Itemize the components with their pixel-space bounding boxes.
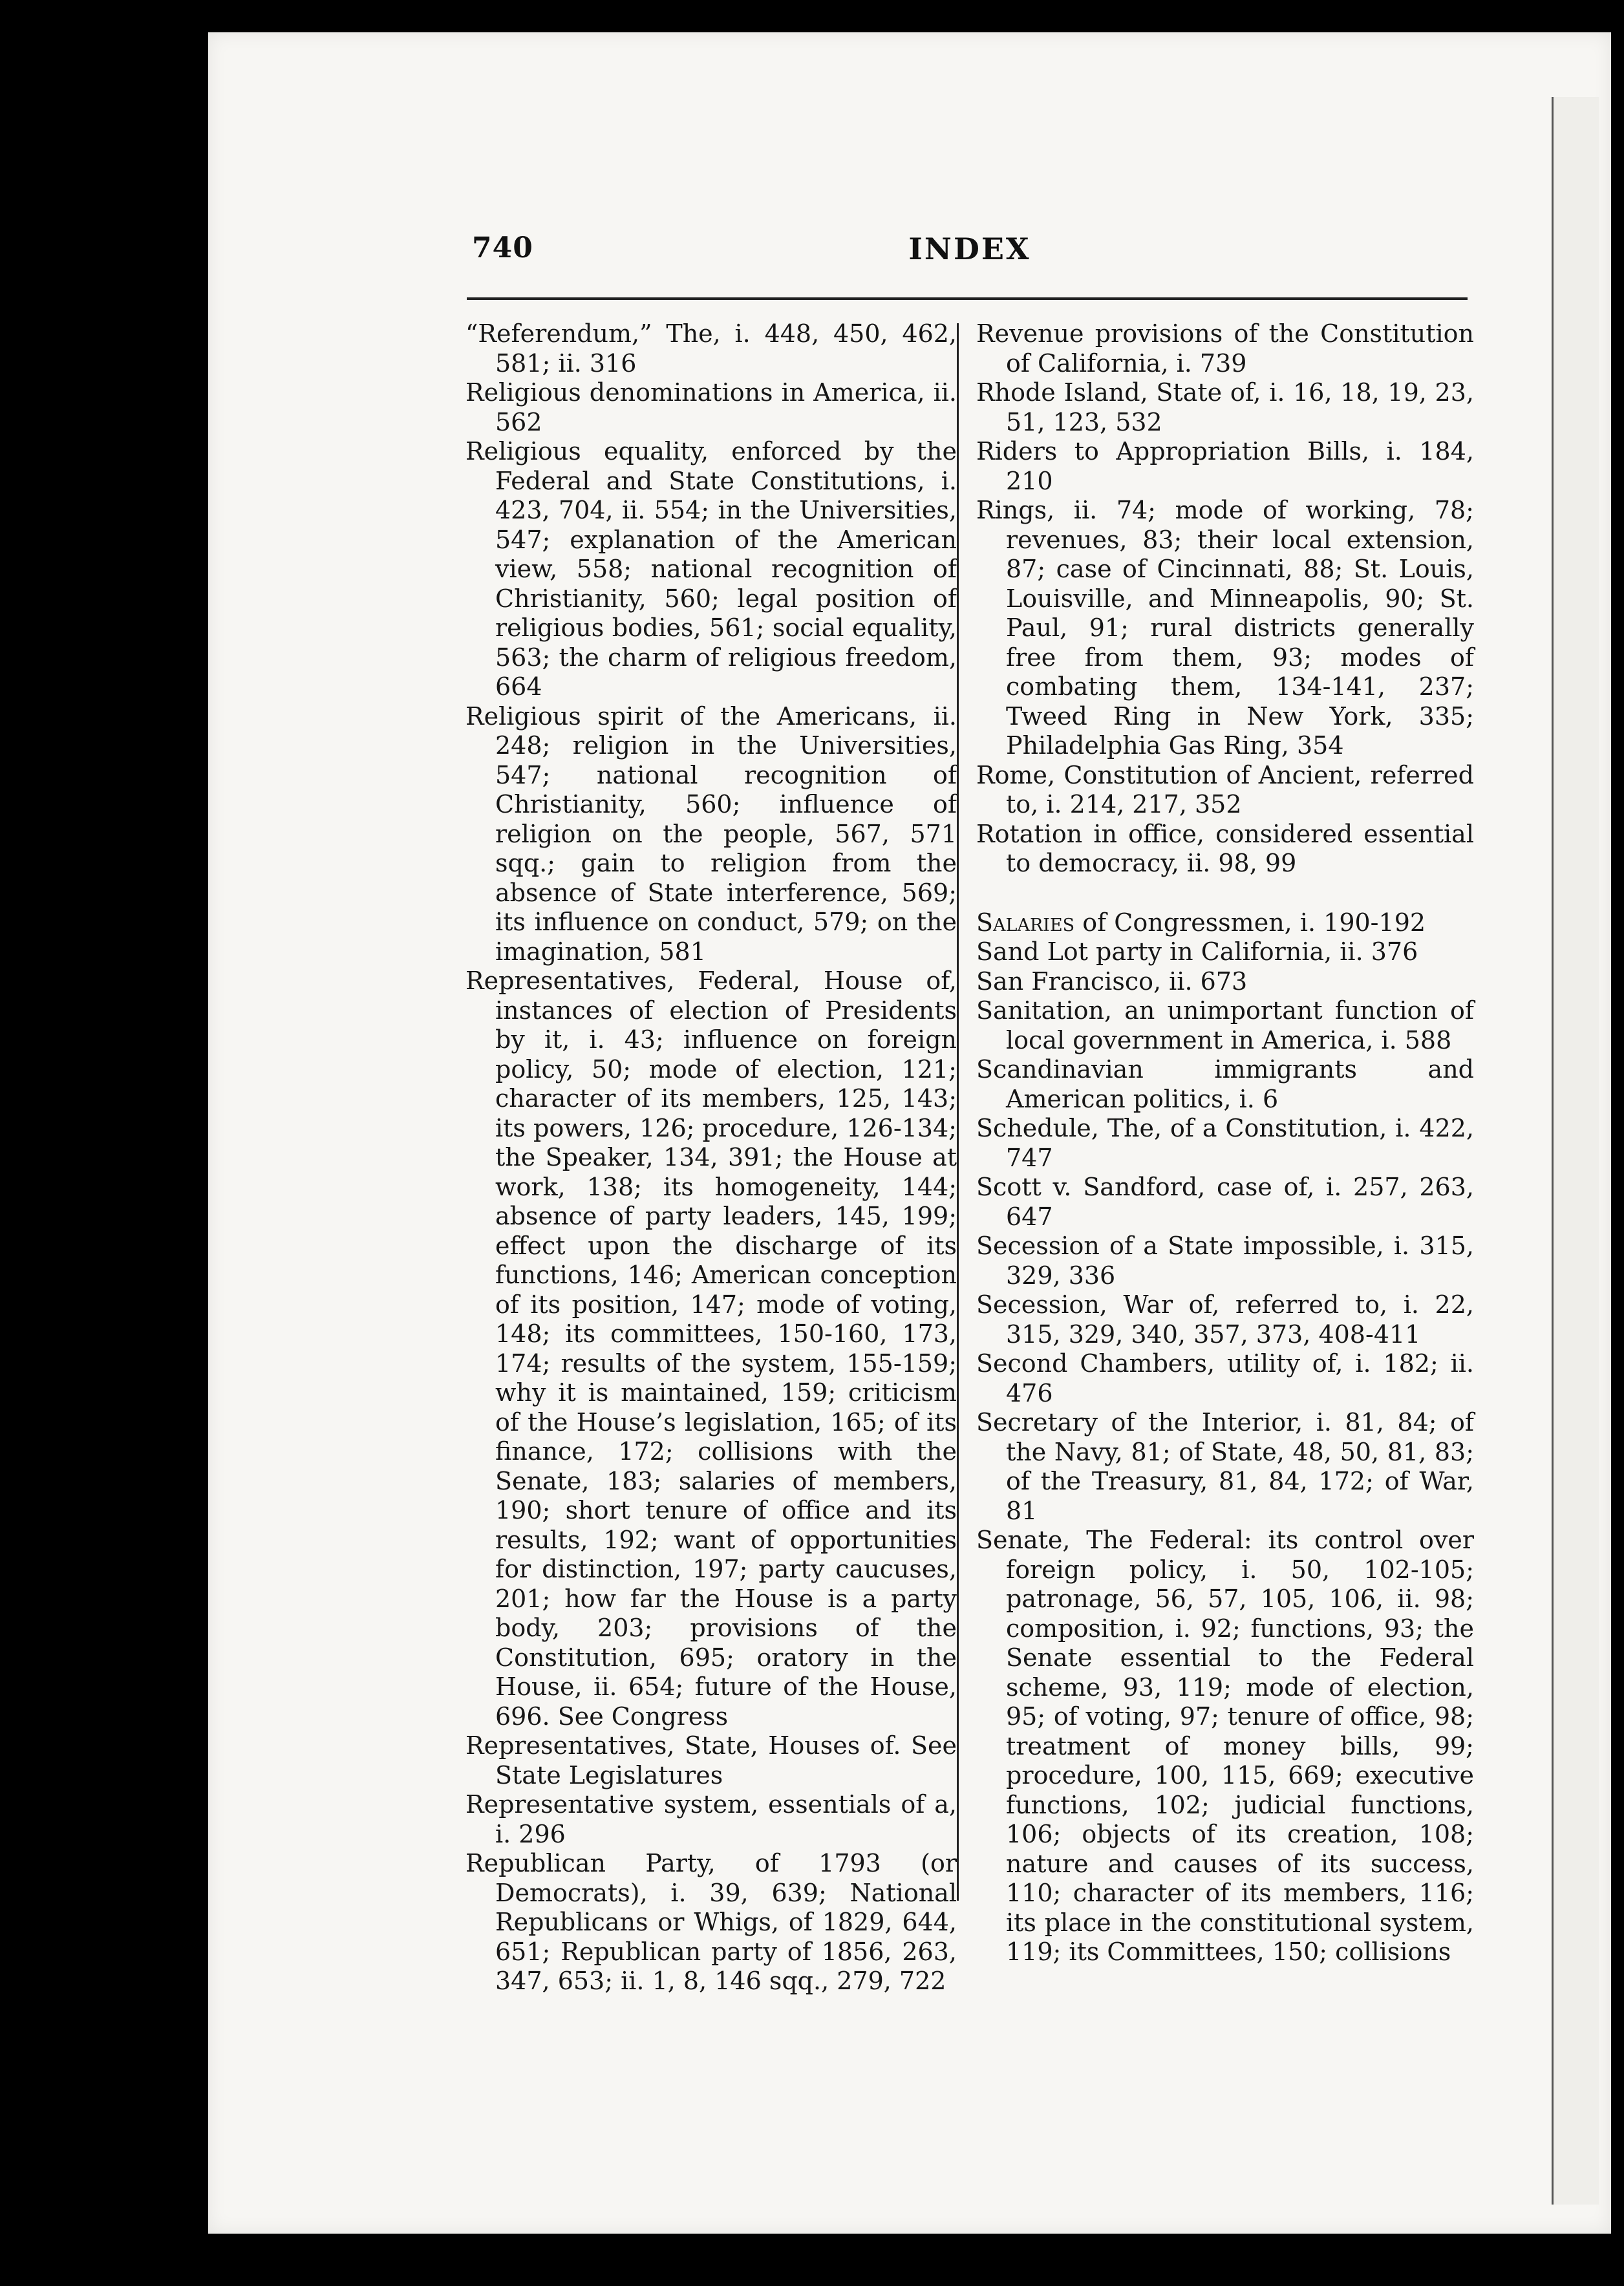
- index-entry: Rome, Constitution of Ancient, referred to, i. 214, 217, 352: [976, 760, 1474, 818]
- index-entry-text: of Congressmen, i. 190-192: [1074, 908, 1426, 937]
- index-entry: Representative system, essentials of a, i. 296: [465, 1790, 957, 1848]
- column-divider: [957, 323, 959, 1901]
- index-column-right: [976, 319, 1474, 1967]
- index-entry: Secession, War of, referred to, i. 22, 315, 329, 340, 357, 373, 408-411: [976, 1290, 1474, 1349]
- index-entry: Religious equality, enforced by the Federal and State Constitutions, i. 423, 704, ii. 554; in the Universities, 547; explanation of the American view, 558; national recognition of Christianity, 560; legal position of religious bodies, 561; social equality, 563; the charm of religious freedom, 664: [465, 437, 957, 701]
- page-edge: [1552, 97, 1599, 2205]
- page-header: [472, 231, 1468, 283]
- index-entry: Riders to Appropriation Bills, i. 184, 210: [976, 437, 1474, 495]
- index-entry: Rings, ii. 74; mode of working, 78; revenues, 83; their local extension, 87; case of Cincinnati, 88; St. Louis, Louisville, and Minneapolis, 90; St. Paul, 91; rural districts generally free from them, 93; modes of combating them, 134-141, 237; Tweed Ring in New York, 335; Philadelphia Gas Ring, 354: [976, 496, 1474, 760]
- index-entry: Secession of a State impossible, i. 315, 329, 336: [976, 1232, 1474, 1290]
- section-headword: Salaries: [976, 908, 1075, 937]
- index-entry: Sand Lot party in California, ii. 376: [976, 937, 1418, 966]
- index-entry: Senate, The Federal: its control over foreign policy, i. 50, 102-105; patronage, 56, 57, 105, 106, ii. 98; composition, i. 92; functions, 93; the Senate essential to the Federal scheme, 93, 119; mode of election, 95; of voting, 97; tenure of office, 98; treatment of money bills, 99; procedure, 100, 115, 669; executive functions, 102; judicial functions, 106; objects of its creation, 108; nature and causes of its success, 110; character of its members, 116; its place in the constitutional system, 119; its Committees, 150; collisions: [976, 1526, 1474, 1966]
- index-entry: Republican Party, of 1793 (or Democrats), i. 39, 639; National Republicans or Whigs, of 1829, 644, 651; Republican party of 1856, 263, 347, 653; ii. 1, 8, 146 sqq., 279, 722: [465, 1849, 957, 1995]
- index-entry: Scandinavian immigrants and American politics, i. 6: [976, 1055, 1474, 1113]
- index-entry: Representatives, Federal, House of, instances of election of Presidents by it, i. 43; influence on foreign policy, 50; mode of election, 121; character of its members, 125, 143; its powers, 126; procedure, 126-134; the Speaker, 134, 391; the House at work, 138; its homogeneity, 144; absence of party leaders, 145, 199; effect upon the discharge of its functions, 146; American conception of its position, 147; mode of voting, 148; its committees, 150-160, 173, 174; results of the system, 155-159; why it is maintained, 159; criticism of the House’s legislation, 165; of its finance, 172; collisions with the Senate, 183; salaries of members, 190; short tenure of office and its results, 192; want of opportunities for distinction, 197; party caucuses, 201; how far the House is a party body, 203; provisions of the Constitution, 695; oratory in the House, ii. 654; future of the House, 696. See Congress: [465, 967, 957, 1731]
- index-entry: Rhode Island, State of, i. 16, 18, 19, 23, 51, 123, 532: [976, 378, 1474, 436]
- index-entry: Secretary of the Interior, i. 81, 84; of the Navy, 81; of State, 48, 50, 81, 83; of the Treasury, 81, 84, 172; of War, 81: [976, 1408, 1474, 1525]
- letter-section-gap: [976, 879, 1474, 908]
- index-entry: Second Chambers, utility of, i. 182; ii. 476: [976, 1349, 1474, 1407]
- header-rule: [467, 297, 1468, 300]
- index-entry: Religious denominations in America, ii. 562: [465, 378, 957, 436]
- page-number: 740: [472, 231, 533, 264]
- index-entry: Revenue provisions of the Constitution of California, i. 739: [976, 319, 1474, 378]
- index-entry: Representatives, State, Houses of. See State Legislatures: [465, 1731, 957, 1789]
- running-head-title: INDEX: [908, 231, 1031, 266]
- index-entry: Schedule, The, of a Constitution, i. 422, 747: [976, 1114, 1474, 1172]
- index-entry: Sanitation, an unimportant function of local government in America, i. 588: [976, 996, 1474, 1054]
- index-entry: Scott v. Sandford, case of, i. 257, 263, 647: [976, 1173, 1474, 1231]
- index-column-left: [465, 319, 957, 1996]
- index-entry: “Referendum,” The, i. 448, 450, 462, 581; ii. 316: [465, 319, 957, 378]
- index-entry: San Francisco, ii. 673: [976, 967, 1248, 996]
- index-entry: Rotation in office, considered essential to democracy, ii. 98, 99: [976, 819, 1474, 877]
- index-entry-salaries: [976, 908, 1474, 938]
- index-entry: Religious spirit of the Americans, ii. 248; religion in the Universities, 547; national recognition of Christianity, 560; influence of religion on the people, 567, 571 sqq.; gain to religion from the absence of State interference, 569; its influence on conduct, 579; on the imagination, 581: [465, 701, 957, 966]
